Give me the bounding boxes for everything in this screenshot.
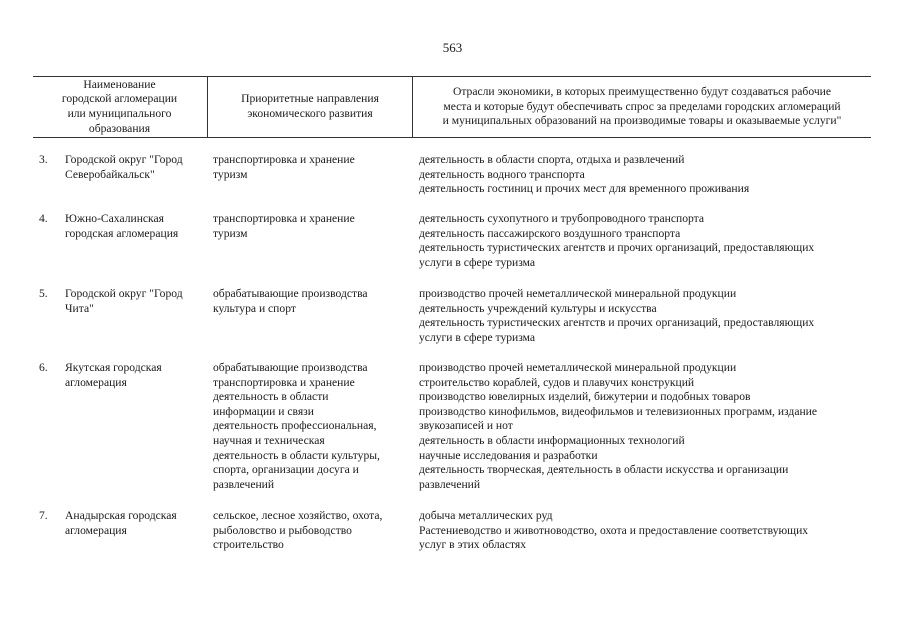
row-industries-line: деятельность сухопутного и трубопроводного транспорта bbox=[419, 212, 705, 225]
row-industries-line: деятельность учреждений культуры и искусства bbox=[419, 301, 657, 315]
header-name-line: Наименование bbox=[83, 77, 156, 91]
row-number: 4. bbox=[39, 212, 48, 225]
row-name-line: агломерация bbox=[65, 375, 127, 389]
header-industries-line: Отрасли экономики, в которых преимущественно будут создаваться рабочие bbox=[452, 85, 832, 99]
row-industries-line: строительство кораблей, судов и плавучих конструкций bbox=[419, 375, 695, 389]
row-directions-line: туризм bbox=[213, 226, 248, 240]
header-directions-line: экономического развития bbox=[247, 107, 373, 120]
header-directions-line: Приоритетные направления bbox=[241, 92, 379, 106]
row-directions-line: обрабатывающие производства bbox=[213, 287, 368, 300]
page-number: 563 bbox=[442, 40, 463, 55]
row-name-line: Южно-Сахалинская bbox=[65, 212, 164, 225]
row-directions-line: транспортировка и хранение bbox=[213, 375, 355, 389]
row-directions-line: транспортировка и хранение bbox=[213, 153, 355, 166]
header-industries-column bbox=[412, 77, 871, 137]
row-number: 3. bbox=[39, 153, 48, 166]
header-name-line: или муниципального bbox=[67, 107, 172, 120]
row-directions-line: научная и техническая bbox=[213, 433, 325, 447]
header-name-column bbox=[33, 77, 206, 137]
row-industries-line: добыча металлических руд bbox=[419, 509, 553, 522]
row-directions-line: строительство bbox=[213, 538, 284, 552]
row-name bbox=[65, 361, 205, 390]
row-industries-line: научные исследования и разработки bbox=[419, 448, 598, 462]
row-industries-line: услуги в сфере туризма bbox=[419, 255, 536, 269]
row-number: 6. bbox=[39, 361, 48, 374]
row-name-line: агломерация bbox=[65, 523, 127, 537]
table-header bbox=[33, 76, 871, 138]
row-name bbox=[65, 287, 205, 316]
row-directions-line: развлечений bbox=[213, 477, 275, 491]
row-industries-line: развлечений bbox=[419, 477, 481, 491]
row-directions-line: деятельность в области bbox=[213, 390, 329, 404]
row-directions-line: спорта, организации досуга и bbox=[213, 463, 359, 477]
header-directions-column bbox=[207, 77, 412, 137]
row-name-line: Анадырская городская bbox=[65, 509, 177, 522]
row-industries-line: деятельность гостиниц и прочих мест для временного проживания bbox=[419, 182, 750, 196]
row-directions-line: деятельность в области культуры, bbox=[213, 448, 380, 462]
row-directions-line: транспортировка и хранение bbox=[213, 212, 355, 225]
row-name bbox=[65, 509, 205, 538]
row-name-line: Городской округ "Город bbox=[65, 153, 183, 166]
row-name-line: Чита" bbox=[65, 301, 94, 315]
row-number: 7. bbox=[39, 509, 48, 522]
row-directions-line: культура и спорт bbox=[213, 301, 296, 315]
header-industries-line: и муниципальных образований на производимые товары и оказываемые услуги" bbox=[442, 114, 842, 128]
row-directions-line: туризм bbox=[213, 167, 248, 181]
row-directions bbox=[213, 153, 408, 182]
row-name-line: Северобайкальск" bbox=[65, 167, 155, 181]
row-industries-line: производство кинофильмов, видеофильмов и телевизионных программ, издание bbox=[419, 404, 818, 418]
row-industries-line: деятельность в области информационных технологий bbox=[419, 433, 685, 447]
row-industries bbox=[419, 361, 869, 492]
row-industries-line: деятельность в области спорта, отдыха и развлечений bbox=[419, 153, 685, 166]
row-industries-line: производство ювелирных изделий, бижутерии и подобных товаров bbox=[419, 390, 751, 404]
row-directions-line: деятельность профессиональная, bbox=[213, 419, 377, 433]
row-name-line: городская агломерация bbox=[65, 226, 179, 240]
row-industries-line: деятельность водного транспорта bbox=[419, 167, 585, 181]
row-name-line: Якутская городская bbox=[65, 361, 162, 374]
row-industries-line: деятельность туристических агентств и прочих организаций, предоставляющих bbox=[419, 316, 815, 330]
row-industries-line: деятельность творческая, деятельность в области искусства и организации bbox=[419, 463, 789, 477]
row-industries-line: производство прочей неметаллической минеральной продукции bbox=[419, 361, 737, 374]
row-name-line: Городской округ "Город bbox=[65, 287, 183, 300]
row-industries bbox=[419, 212, 869, 270]
row-directions bbox=[213, 361, 408, 492]
row-industries-line: услуг в этих областях bbox=[419, 538, 527, 552]
row-directions-line: рыболовство и рыбоводство bbox=[213, 523, 352, 537]
row-directions-line: обрабатывающие производства bbox=[213, 361, 368, 374]
row-name bbox=[65, 153, 205, 182]
row-directions-line: информации и связи bbox=[213, 404, 314, 418]
header-industries-line: места и которые будут обеспечивать спрос за пределами городских агломераций bbox=[443, 99, 841, 113]
row-industries-line: деятельность пассажирского воздушного транспорта bbox=[419, 226, 681, 240]
row-industries-line: производство прочей неметаллической минеральной продукции bbox=[419, 287, 737, 300]
row-industries bbox=[419, 509, 869, 553]
header-name-line: образования bbox=[88, 121, 151, 135]
row-industries-line: услуги в сфере туризма bbox=[419, 330, 536, 344]
row-directions bbox=[213, 212, 408, 241]
header-name-line: городской агломерации bbox=[61, 92, 178, 106]
row-industries-line: деятельность туристических агентств и прочих организаций, предоставляющих bbox=[419, 241, 815, 255]
row-directions bbox=[213, 509, 408, 553]
row-directions bbox=[213, 287, 408, 316]
row-industries-line: Растениеводство и животноводство, охота и предоставление соответствующих bbox=[419, 523, 809, 537]
row-number: 5. bbox=[39, 287, 48, 300]
row-directions-line: сельское, лесное хозяйство, охота, bbox=[213, 509, 383, 522]
row-industries bbox=[419, 153, 869, 197]
row-industries bbox=[419, 287, 869, 345]
row-industries-line: звукозаписей и нот bbox=[419, 419, 513, 433]
row-name bbox=[65, 212, 205, 241]
